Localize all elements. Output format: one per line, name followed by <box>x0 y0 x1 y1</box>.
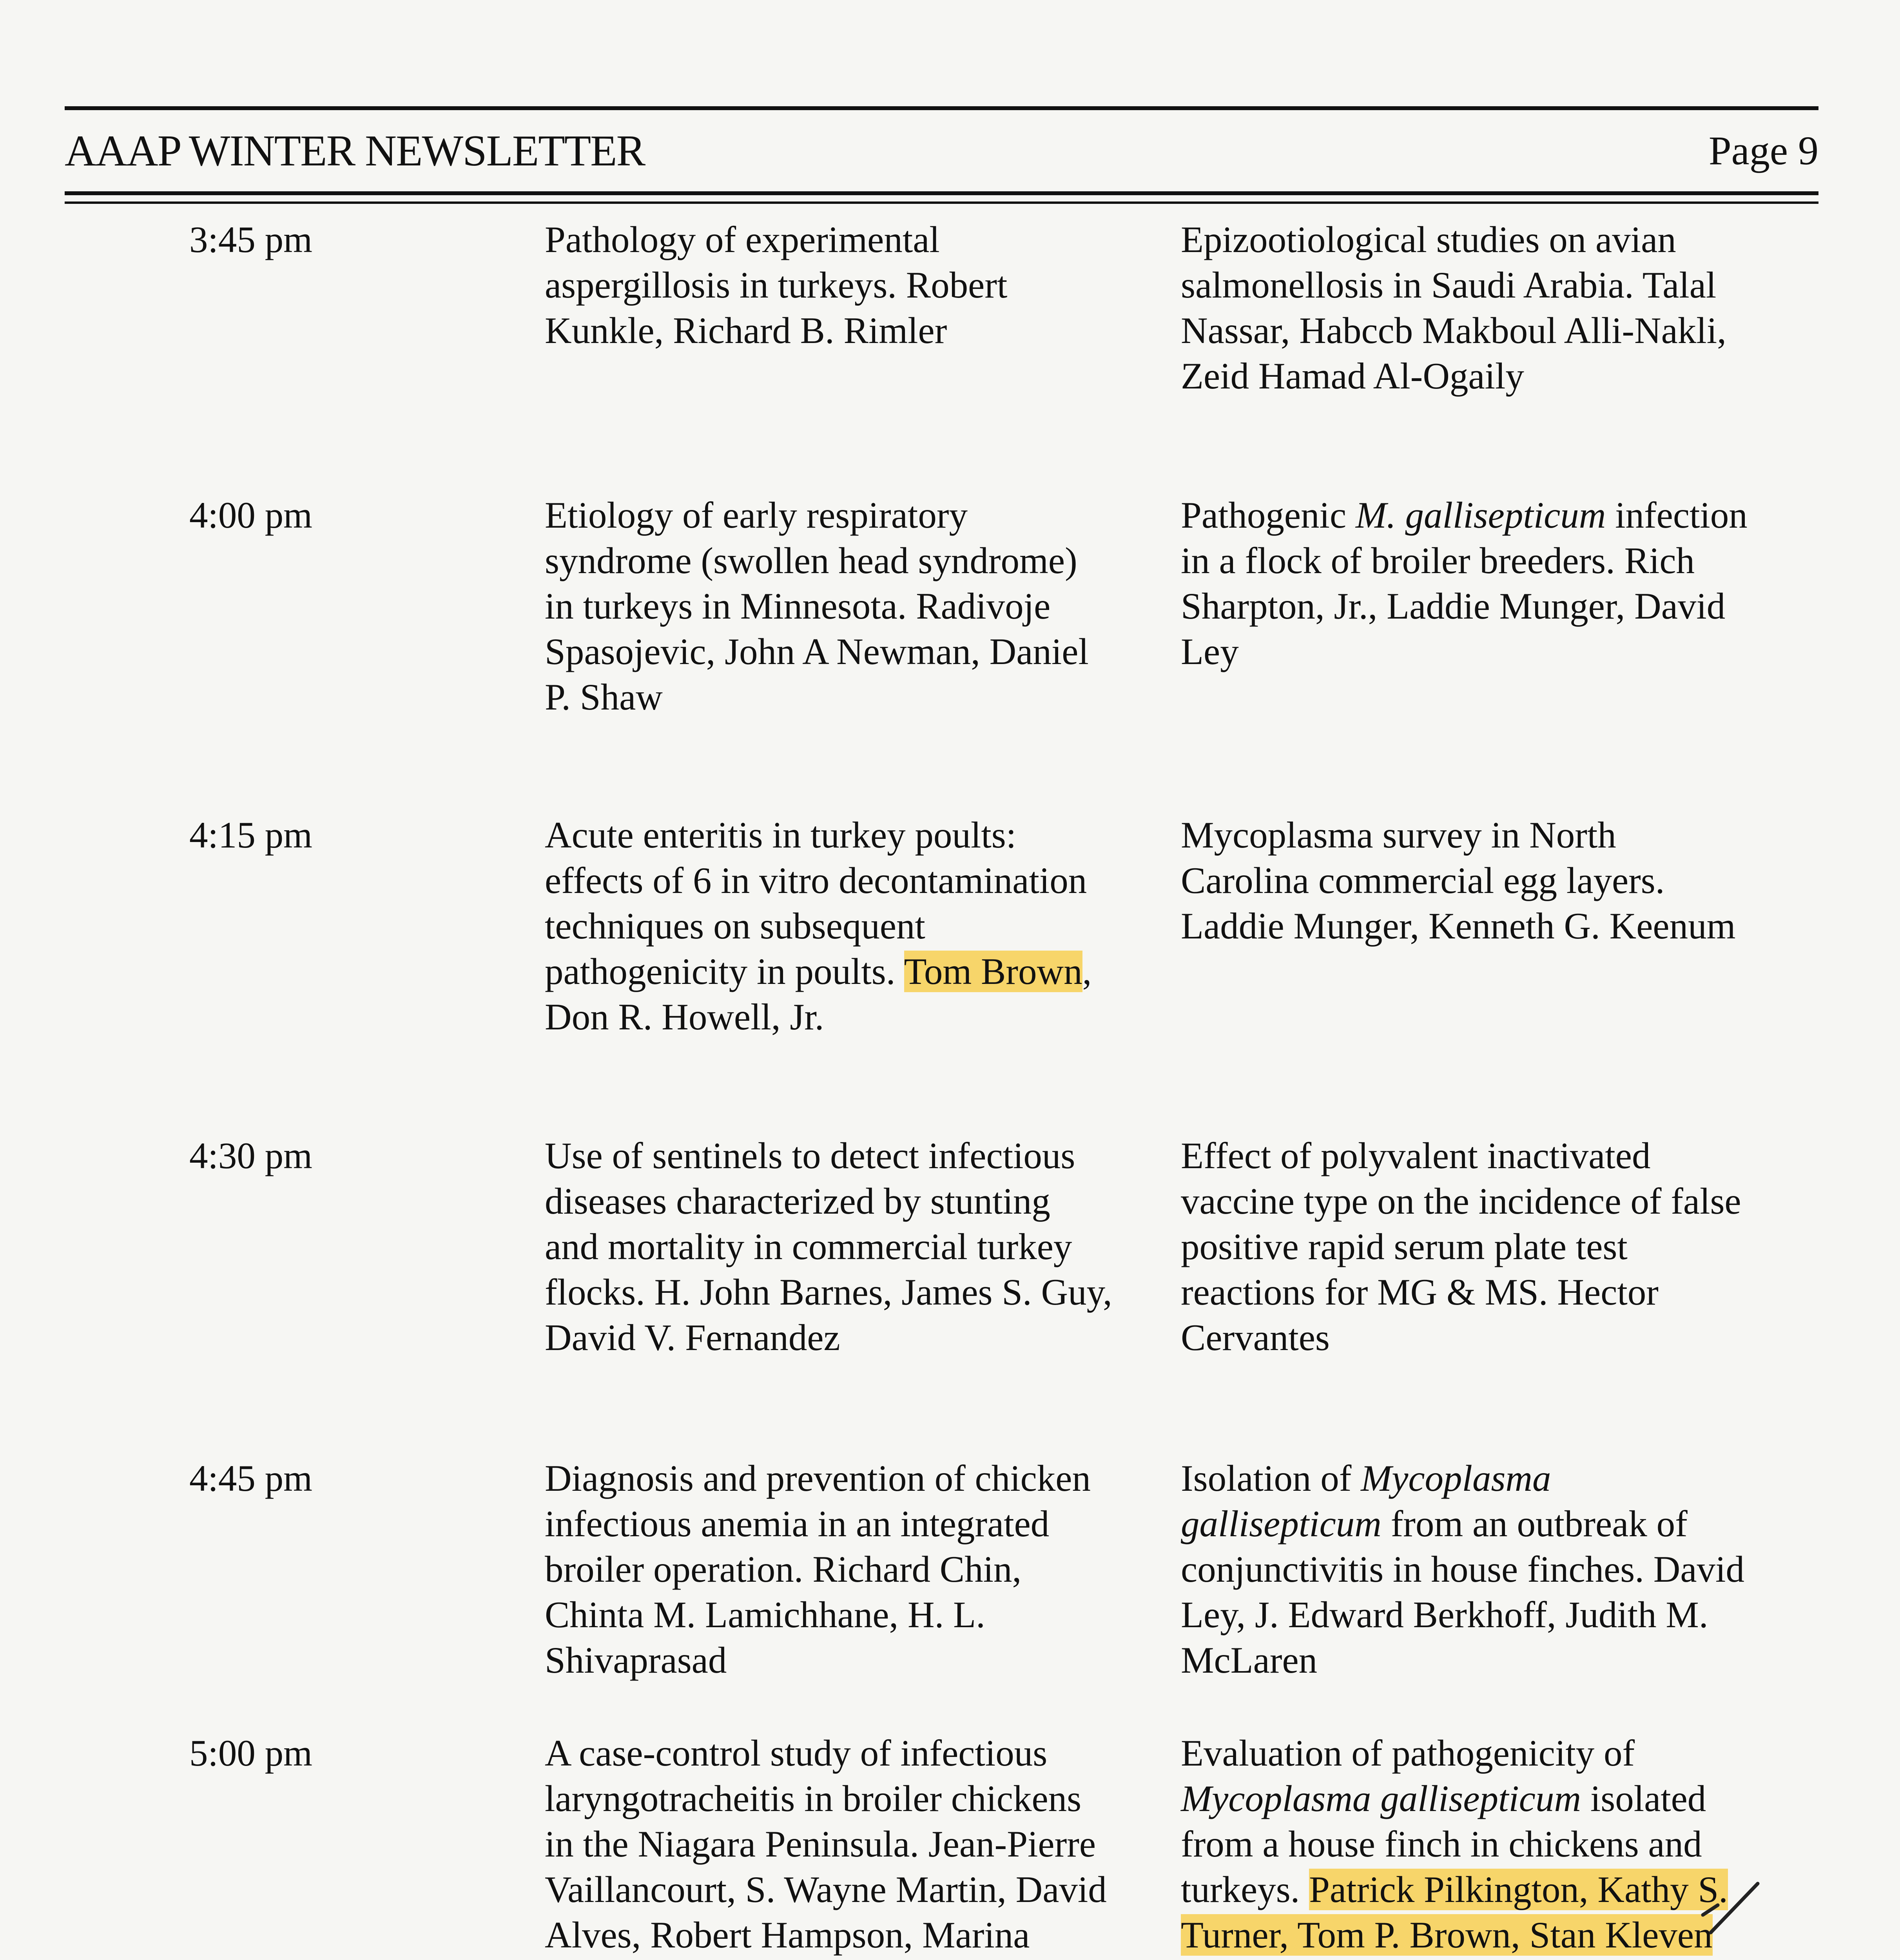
abstract-right <box>1181 1730 1749 1958</box>
abstract-text: Diagnosis and prevention of chicken infectious anemia in an integrated broiler operation. Richard Chin, Chinta M. Lamichhane, H. L. Shivaprasad <box>545 1457 1091 1681</box>
page-number: Page 9 <box>1708 128 1818 173</box>
abstract-text-post: isolated from a house finch in chickens and turkeys. <box>1181 1778 1706 1910</box>
abstract-text-post: infection in a flock of broiler breeders. Rich Sharpton, Jr., Laddie Munger, David Ley <box>1181 494 1748 672</box>
session-time: 4:00 pm <box>189 494 313 536</box>
abstract-left <box>545 812 1113 1040</box>
handwritten-check-mark <box>1699 1878 1762 1940</box>
session-time: 3:45 pm <box>189 219 313 260</box>
highlighted-author: Tom Brown <box>904 951 1082 992</box>
abstract-text-pre: Evaluation of pathogenicity of <box>1181 1732 1635 1774</box>
abstract-text-pre: Isolation of <box>1181 1457 1361 1499</box>
session-time: 4:45 pm <box>189 1457 313 1499</box>
top-rule <box>65 106 1818 110</box>
abstract-right <box>1181 1455 1749 1683</box>
abstract-left <box>545 492 1113 720</box>
abstract-text: Etiology of early respiratory syndrome (swollen head syndrome) in turkeys in Minnesota. Radivoje Spasojevic, John A Newman, Daniel P. Shaw <box>545 494 1089 718</box>
abstract-text-post: , Don R. Howell, Jr. <box>545 951 1092 1038</box>
abstract-right <box>1181 1133 1749 1360</box>
header-rule-thick <box>65 191 1818 195</box>
abstract-text-pre: Pathogenic <box>1181 494 1356 536</box>
abstract-text: Pathology of experimental aspergillosis in turkeys. Robert Kunkle, Richard B. Rimler <box>545 219 1008 351</box>
abstract-right <box>1181 217 1749 399</box>
session-time: 5:00 pm <box>189 1732 313 1774</box>
abstract-right <box>1181 812 1749 949</box>
abstract-left <box>545 217 1113 353</box>
abstract-left <box>545 1455 1113 1683</box>
highlighted-authors: Patrick Pilkington, Kathy S. Turner, Tom P. Brown, Stan Kleven <box>1181 1869 1728 1956</box>
abstract-text: Mycoplasma survey in North Carolina commercial egg layers. Laddie Munger, Kenneth G. Keenum <box>1181 814 1736 947</box>
abstract-text-pre: Acute enteritis in turkey poults: effects of 6 in vitro decontamination techniques on subsequent pathogenicity in poults. <box>545 814 1087 992</box>
masthead <box>65 122 1818 188</box>
abstract-left <box>545 1133 1113 1360</box>
session-time: 4:15 pm <box>189 814 313 856</box>
species-name: Mycoplasma gallisepticum <box>1181 1457 1551 1544</box>
newsletter-title: AAAP WINTER NEWSLETTER <box>65 127 645 175</box>
abstract-right <box>1181 492 1749 674</box>
header-rule-thin <box>65 201 1818 204</box>
species-name: Mycoplasma gallisepticum <box>1181 1778 1581 1819</box>
abstract-text: Epizootiological studies on avian salmonellosis in Saudi Arabia. Talal Nassar, Habccb Makboul Alli-Nakli, Zeid Hamad Al-Ogaily <box>1181 219 1726 397</box>
abstract-text: Use of sentinels to detect infectious diseases characterized by stunting and mortality in commercial turkey flocks. H. John Barnes, James S. Guy, David V. Fernandez <box>545 1135 1112 1358</box>
session-time: 4:30 pm <box>189 1135 313 1176</box>
abstract-text-post: from an outbreak of conjunctivitis in house finches. David Ley, J. Edward Berkhoff, Judith M. McLaren <box>1181 1503 1744 1681</box>
abstract-text: A case-control study of infectious laryngotracheitis in broiler chickens in the Niagara Peninsula. Jean-Pierre Vaillancourt, S. Wayne Martin, David Alves, Robert Hampson, Marina <box>545 1732 1107 1956</box>
species-name: M. gallisepticum <box>1355 494 1606 536</box>
abstract-left <box>545 1730 1113 1960</box>
abstract-text: Effect of polyvalent inactivated vaccine type on the incidence of false positive rapid serum plate test reactions for MG & MS. Hector Cervantes <box>1181 1135 1741 1358</box>
